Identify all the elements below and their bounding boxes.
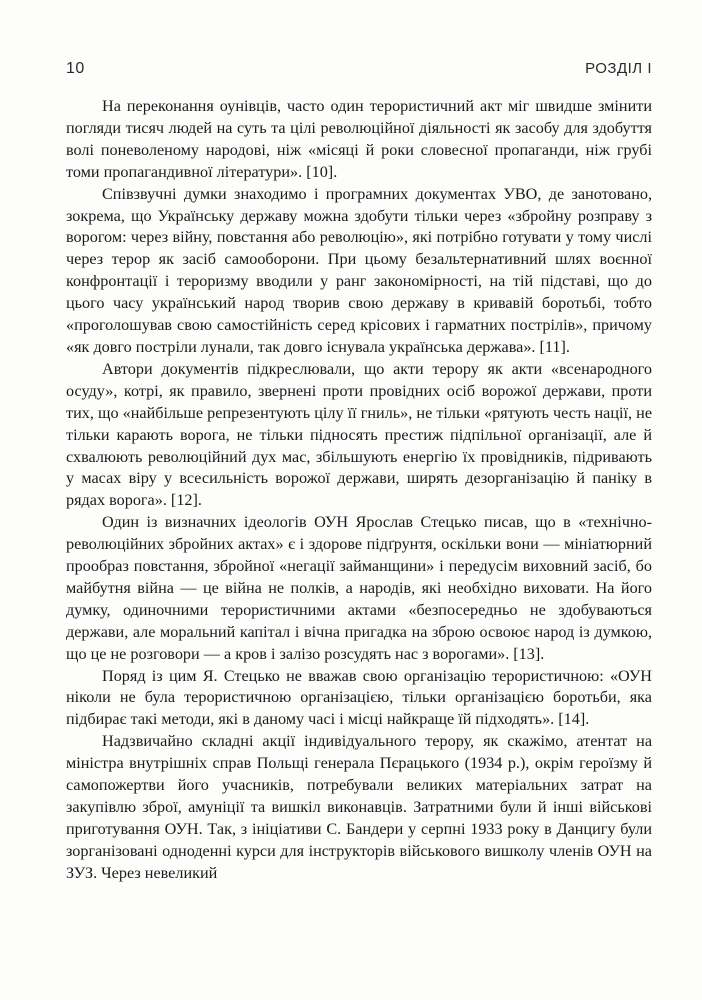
section-title: РОЗДІЛ І xyxy=(585,60,652,77)
running-head xyxy=(66,60,652,84)
paragraph-5: Поряд із цим Я. Стецько не вважав свою організацію терористичною: «ОУН ніколи не була терористичною організацією, тільки організацією боротьби, яка підбирає такі методи, які в даному часі і місці найкраще їй підходять». [14]. xyxy=(66,666,652,729)
paragraph-1: На переконання оунівців, часто один терористичний акт міг швидше змінити погляди тисяч людей на суть та цілі революційної діяльності як засобу для здобуття волі поневоленому народові, ніж «місяці й роки словесної пропаганди, ніж грубі томи пропагандивної літератури». [10]. xyxy=(66,97,652,181)
page-number: 10 xyxy=(66,60,85,77)
body-text xyxy=(66,96,652,885)
paragraph-6: Надзвичайно складні акції індивідуального терору, як скажімо, атентат на міністра внутрішніх справ Польщі генерала Пєрацького (1934 р.), окрім героїзму й самопожертви його учасників, потребували великих матеріальних затрат на закупівлю зброї, амуніції та вишкіл виконавців. Затратними були й інші військові приготування ОУН. Так, з ініціативи С. Бандери у серпні 1933 року в Данцигу були зорганізовані одноденні курси для інструкторів військового вишколу членів ОУН на ЗУЗ. Через невеликий xyxy=(66,732,652,882)
paragraph-3: Автори документів підкреслювали, що акти терору як акти «всенародного осуду», котрі, як правило, звернені проти провідних осіб ворожої держави, проти тих, що «найбільше репрезентують цілу її гниль», не тільки «рятують честь нації, не тільки карають ворога, не тільки підносять престиж підпільної організації, але й схвалюють революційний дух мас, збільшують енергію їх провідників, підривають у масах віру у всесильність ворожої держави, ширять дезорганізацію й паніку в рядах ворога». [12]. xyxy=(66,359,652,510)
paragraph-4: Один із визначних ідеологів ОУН Ярослав Стецько писав, що в «технічно-революційних збройних актах» є і здорове підґрунтя, оскільки вони — мініатюрний прообраз повстання, збройної «негації займанщини» і передусім виховний засіб, бо майбутня війна — це війна не полків, а народів, які необхідно виховати. На його думку, одиночними терористичними актами «безпосередньо не здобуваються держави, але моральний капітал і вічна пригадка на зброю освоює народ із думкою, що це не розговори — а кров і залізо розсудять нас з ворогами». [13]. xyxy=(66,513,652,663)
paragraph-2: Співзвучні думки знаходимо і програмних документах УВО, де занотовано, зокрема, що Українську державу можна здобути тільки через «збройну розправу з ворогом: через війну, повстання або революцію», які потрібно готувати у тому числі через терор як засіб самооборони. При цьому безальтернативний шлях воєнної конфронтації і тероризму вводили у ранг закономірності, на тій підставі, що до цього часу український народ творив свою державу в кривавій боротьбі, тобто «проголошував свою самостійність серед крісових і гарматних пострілів», причому «як довго постріли лунали, так довго існувала українська держава». [11]. xyxy=(66,184,652,356)
